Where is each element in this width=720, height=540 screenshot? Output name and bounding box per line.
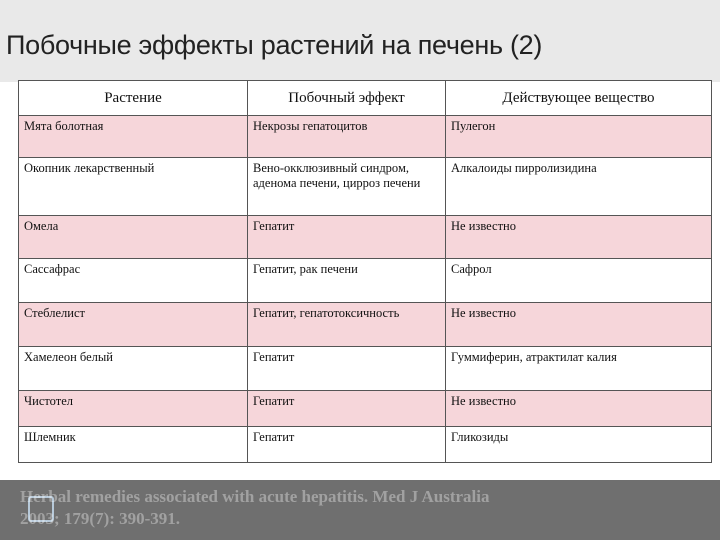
cell-effect: Гепатит [248, 427, 446, 463]
cell-plant: Омела [19, 216, 248, 259]
table-container [18, 80, 711, 463]
table-row [19, 158, 712, 216]
cell-plant: Стеблелист [19, 303, 248, 347]
cell-plant: Мята болотная [19, 116, 248, 158]
cell-plant: Окопник лекарственный [19, 158, 248, 216]
table-row [19, 216, 712, 259]
cell-substance: Пулегон [446, 116, 712, 158]
table-row [19, 116, 712, 158]
cell-effect: Гепатит [248, 347, 446, 391]
footer-reference [20, 486, 720, 530]
table-row [19, 303, 712, 347]
cell-effect: Гепатит, гепатотоксичность [248, 303, 446, 347]
cell-plant: Чистотел [19, 391, 248, 427]
cell-substance: Алкалоиды пирролизидина [446, 158, 712, 216]
cell-substance: Гуммиферин, атрактилат калия [446, 347, 712, 391]
cell-substance: Не известно [446, 216, 712, 259]
cell-effect: Гепатит [248, 391, 446, 427]
reference-line-2: 2003; 179(7): 390-391. [20, 509, 181, 528]
table-row [19, 391, 712, 427]
cell-effect: Гепатит, рак печени [248, 259, 446, 303]
header-effect: Побочный эффект [248, 81, 446, 116]
table-row [19, 347, 712, 391]
header-substance: Действующее вещество [446, 81, 712, 116]
cell-plant: Сассафрас [19, 259, 248, 303]
cell-effect: Вено-окклюзивный синдром, аденома печени, цирроз печени [248, 158, 446, 216]
footer-band [0, 480, 720, 540]
plant-effects-table [18, 80, 712, 463]
cell-substance: Не известно [446, 303, 712, 347]
cell-plant: Хамелеон белый [19, 347, 248, 391]
cell-effect: Некрозы гепатоцитов [248, 116, 446, 158]
cell-substance: Сафрол [446, 259, 712, 303]
table-row [19, 427, 712, 463]
cell-substance: Не известно [446, 391, 712, 427]
cell-substance: Гликозиды [446, 427, 712, 463]
header-plant: Растение [19, 81, 248, 116]
table-row [19, 259, 712, 303]
table-header-row [19, 81, 712, 116]
reference-line-1: Herbal remedies associated with acute hepatitis. Med J Australia [20, 487, 490, 506]
slide-title: Побочные эффекты растений на печень (2) [6, 30, 543, 60]
cell-plant: Шлемник [19, 427, 248, 463]
cell-effect: Гепатит [248, 216, 446, 259]
